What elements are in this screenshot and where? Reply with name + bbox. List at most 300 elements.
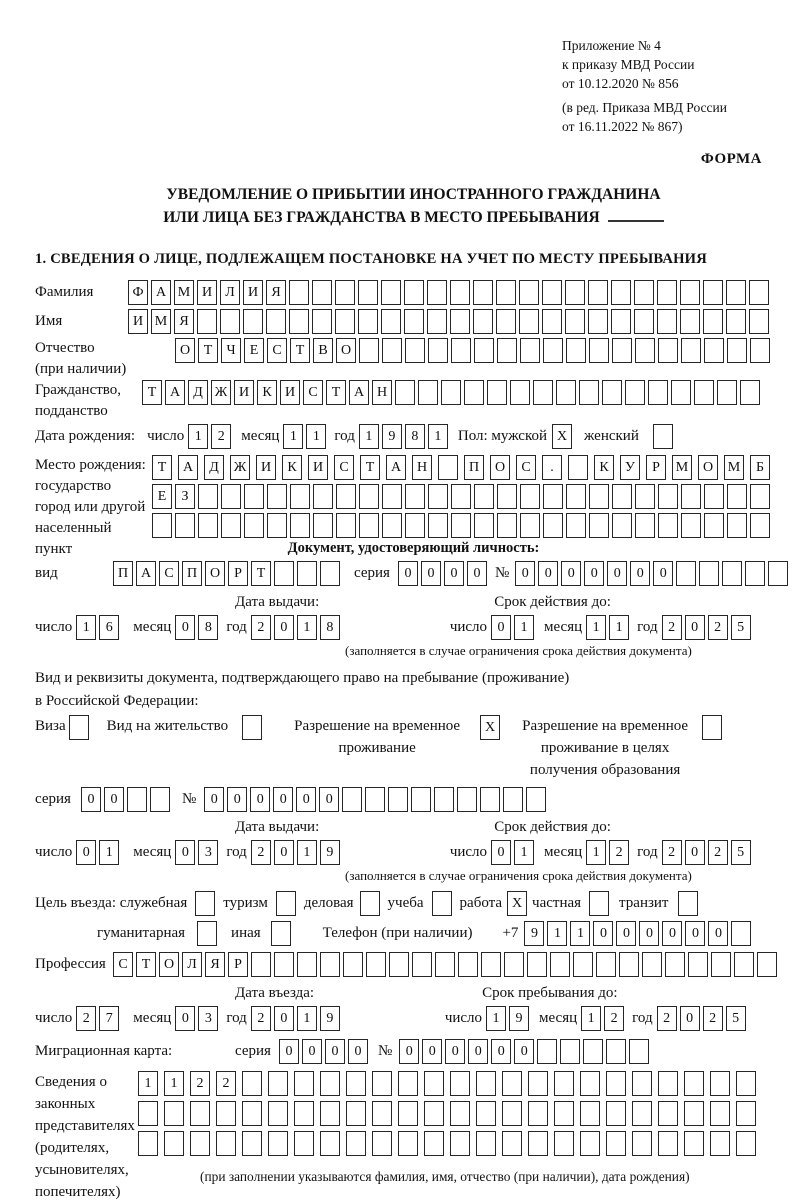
mk-number-box[interactable] [606,1039,626,1064]
birthplace-char-box[interactable]: Т [152,455,172,480]
name-char-box[interactable] [565,309,585,334]
right-number-box[interactable]: 0 [227,787,247,812]
legal-char-box[interactable] [684,1101,704,1126]
birthplace-char-box[interactable]: П [464,455,484,480]
name-char-box[interactable] [680,309,700,334]
birthplace-char-box[interactable] [382,513,402,538]
temp-residence-edu-checkbox[interactable] [702,715,722,740]
citizenship-char-box[interactable]: А [165,380,185,405]
birthplace-char-box[interactable] [566,484,586,509]
profession-char-box[interactable] [412,952,432,977]
birthplace-char-box[interactable] [359,484,379,509]
patronymic-char-box[interactable] [428,338,448,363]
right-valid-day-box[interactable]: 0 [491,840,511,865]
birthplace-char-box[interactable]: А [178,455,198,480]
stay-year-input[interactable] [657,1006,746,1031]
citizenship-char-box[interactable]: Т [142,380,162,405]
doc-number-box[interactable]: 0 [607,561,627,586]
legal-char-box[interactable] [528,1101,548,1126]
legal-char-box[interactable] [320,1071,340,1096]
legal-char-box[interactable] [710,1101,730,1126]
purpose-private-box[interactable] [589,891,609,916]
right-number-box[interactable] [411,787,431,812]
entry-day-input[interactable] [76,1006,119,1031]
patronymic-char-box[interactable] [543,338,563,363]
stay-day-box[interactable]: 1 [486,1006,506,1031]
birth-year-input[interactable] [359,424,448,449]
right-series-box[interactable]: 0 [104,787,124,812]
legal-char-box[interactable] [476,1071,496,1096]
birthplace-char-box[interactable]: Д [204,455,224,480]
patronymic-char-box[interactable]: Т [290,338,310,363]
visa-checkbox[interactable] [69,715,89,740]
purpose-humanitarian-box[interactable] [197,921,217,946]
doc-series-input[interactable] [398,561,487,586]
birthplace-char-box[interactable]: М [724,455,744,480]
doc-issue-month-box[interactable]: 0 [175,615,195,640]
legal-char-box[interactable] [398,1131,418,1156]
profession-input[interactable] [113,952,777,977]
entry-year-box[interactable]: 1 [297,1006,317,1031]
mk-number-box[interactable]: 0 [491,1039,511,1064]
legal-char-box[interactable] [242,1071,262,1096]
birthplace-char-box[interactable]: У [620,455,640,480]
phone-digit-box[interactable]: 1 [547,921,567,946]
surname-char-box[interactable]: А [151,280,171,305]
name-char-box[interactable] [312,309,332,334]
legal-char-box[interactable] [606,1131,626,1156]
legal-row2-input[interactable] [138,1101,756,1126]
legal-char-box[interactable] [606,1101,626,1126]
doc-issue-year-box[interactable]: 1 [297,615,317,640]
birthplace-char-box[interactable] [198,513,218,538]
doc-number-box[interactable]: 0 [584,561,604,586]
legal-char-box[interactable] [736,1101,756,1126]
doc-kind-char-box[interactable]: О [205,561,225,586]
purpose-tourism-box[interactable] [276,891,296,916]
entry-month-box[interactable]: 3 [198,1006,218,1031]
doc-kind-char-box[interactable]: А [136,561,156,586]
doc-kind-char-box[interactable]: С [159,561,179,586]
profession-char-box[interactable]: Т [136,952,156,977]
purpose-work-checkbox[interactable] [507,891,527,916]
citizenship-char-box[interactable] [464,380,484,405]
birthplace-char-box[interactable] [750,513,770,538]
birthplace-char-box[interactable] [313,484,333,509]
legal-char-box[interactable] [528,1071,548,1096]
name-char-box[interactable] [519,309,539,334]
doc-series-box[interactable]: 0 [467,561,487,586]
surname-char-box[interactable]: Ф [128,280,148,305]
phone-digit-box[interactable]: 0 [685,921,705,946]
patronymic-char-box[interactable] [750,338,770,363]
surname-char-box[interactable] [427,280,447,305]
surname-input[interactable] [128,280,769,305]
profession-char-box[interactable] [619,952,639,977]
legal-char-box[interactable] [268,1131,288,1156]
legal-char-box[interactable] [424,1131,444,1156]
right-valid-year-box[interactable]: 2 [662,840,682,865]
legal-char-box[interactable] [606,1071,626,1096]
legal-char-box[interactable] [164,1101,184,1126]
name-char-box[interactable] [588,309,608,334]
birthplace-char-box[interactable]: Е [152,484,172,509]
name-char-box[interactable] [726,309,746,334]
patronymic-char-box[interactable] [359,338,379,363]
patronymic-char-box[interactable] [474,338,494,363]
patronymic-char-box[interactable] [382,338,402,363]
legal-char-box[interactable] [502,1071,522,1096]
citizenship-char-box[interactable]: И [280,380,300,405]
mk-series-input[interactable] [279,1039,368,1064]
patronymic-char-box[interactable] [727,338,747,363]
surname-char-box[interactable] [703,280,723,305]
birthplace-char-box[interactable]: И [256,455,276,480]
right-issue-month-input[interactable] [175,840,218,865]
residence-permit-checkbox[interactable] [242,715,262,740]
surname-char-box[interactable]: И [197,280,217,305]
name-char-box[interactable] [657,309,677,334]
purpose-transit-box[interactable] [678,891,698,916]
mk-series-box[interactable]: 0 [325,1039,345,1064]
birthplace-char-box[interactable] [681,484,701,509]
doc-kind-char-box[interactable] [320,561,340,586]
phone-input[interactable] [524,921,751,946]
birthplace-char-box[interactable] [704,513,724,538]
legal-char-box[interactable] [632,1071,652,1096]
legal-char-box[interactable] [710,1071,730,1096]
name-char-box[interactable] [749,309,769,334]
profession-char-box[interactable] [596,952,616,977]
birthplace-char-box[interactable]: К [282,455,302,480]
surname-char-box[interactable] [519,280,539,305]
patronymic-char-box[interactable] [497,338,517,363]
birthplace-char-box[interactable] [336,513,356,538]
surname-char-box[interactable] [542,280,562,305]
entry-day-box[interactable]: 7 [99,1006,119,1031]
profession-char-box[interactable] [573,952,593,977]
birthplace-char-box[interactable] [589,484,609,509]
profession-char-box[interactable] [274,952,294,977]
birthplace-char-box[interactable]: М [672,455,692,480]
profession-char-box[interactable] [251,952,271,977]
birthplace-char-box[interactable] [635,484,655,509]
birthplace-char-box[interactable]: Ж [230,455,250,480]
birthplace-char-box[interactable] [382,484,402,509]
citizenship-char-box[interactable] [671,380,691,405]
citizenship-char-box[interactable] [441,380,461,405]
surname-char-box[interactable]: М [174,280,194,305]
citizenship-char-box[interactable] [533,380,553,405]
purpose-other-checkbox[interactable] [271,921,291,946]
citizenship-char-box[interactable]: А [349,380,369,405]
stay-day-input[interactable] [486,1006,529,1031]
doc-number-input[interactable] [515,561,788,586]
right-valid-month-box[interactable]: 1 [586,840,606,865]
mk-series-box[interactable]: 0 [348,1039,368,1064]
legal-char-box[interactable] [658,1101,678,1126]
profession-char-box[interactable] [642,952,662,977]
citizenship-char-box[interactable]: И [234,380,254,405]
doc-valid-day-box[interactable]: 0 [491,615,511,640]
legal-char-box[interactable] [372,1131,392,1156]
sex-male-checkbox[interactable] [552,424,572,449]
citizenship-char-box[interactable] [395,380,415,405]
birthplace-char-box[interactable]: Б [750,455,770,480]
birthplace-char-box[interactable] [750,484,770,509]
legal-char-box[interactable] [580,1131,600,1156]
legal-char-box[interactable] [372,1071,392,1096]
doc-number-box[interactable]: 0 [538,561,558,586]
profession-char-box[interactable] [734,952,754,977]
birthplace-char-box[interactable] [520,513,540,538]
legal-char-box[interactable] [450,1101,470,1126]
right-series-box[interactable] [127,787,147,812]
citizenship-char-box[interactable] [510,380,530,405]
birthplace-char-box[interactable]: С [516,455,536,480]
sex-female-checkbox[interactable] [653,424,673,449]
birthplace-char-box[interactable] [152,513,172,538]
purpose-tourism-checkbox[interactable] [276,891,296,916]
name-char-box[interactable] [496,309,516,334]
birthplace-char-box[interactable] [221,513,241,538]
right-number-box[interactable] [457,787,477,812]
surname-char-box[interactable] [358,280,378,305]
stay-month-box[interactable]: 1 [581,1006,601,1031]
birthplace-char-box[interactable] [568,455,588,480]
birthplace-char-box[interactable] [566,513,586,538]
right-valid-year-input[interactable] [662,840,751,865]
birth-day-input[interactable] [188,424,231,449]
profession-char-box[interactable]: Л [182,952,202,977]
name-char-box[interactable] [289,309,309,334]
mk-number-box[interactable] [560,1039,580,1064]
legal-char-box[interactable] [580,1101,600,1126]
birthplace-char-box[interactable]: И [308,455,328,480]
mk-number-box[interactable]: 0 [445,1039,465,1064]
birthplace-row2-input[interactable] [152,484,770,509]
citizenship-char-box[interactable] [487,380,507,405]
profession-char-box[interactable] [665,952,685,977]
surname-char-box[interactable]: Л [220,280,240,305]
mk-number-box[interactable] [629,1039,649,1064]
stay-year-box[interactable]: 0 [680,1006,700,1031]
name-char-box[interactable]: И [128,309,148,334]
birthplace-char-box[interactable] [438,455,458,480]
citizenship-char-box[interactable] [625,380,645,405]
name-char-box[interactable] [335,309,355,334]
entry-year-box[interactable]: 9 [320,1006,340,1031]
mk-series-box[interactable]: 0 [302,1039,322,1064]
doc-kind-char-box[interactable] [274,561,294,586]
doc-issue-year-input[interactable] [251,615,340,640]
doc-number-box[interactable]: 0 [515,561,535,586]
birthplace-char-box[interactable] [405,513,425,538]
doc-series-box[interactable]: 0 [444,561,464,586]
right-issue-day-box[interactable]: 0 [76,840,96,865]
legal-char-box[interactable] [190,1101,210,1126]
stay-year-box[interactable]: 2 [703,1006,723,1031]
birthplace-char-box[interactable] [543,513,563,538]
birthplace-char-box[interactable]: . [542,455,562,480]
legal-char-box[interactable] [424,1071,444,1096]
profession-char-box[interactable] [504,952,524,977]
citizenship-char-box[interactable]: Т [326,380,346,405]
mk-number-box[interactable]: 0 [422,1039,442,1064]
purpose-business-checkbox[interactable] [360,891,380,916]
doc-issue-day-box[interactable]: 6 [99,615,119,640]
legal-row3-input[interactable] [138,1131,756,1156]
mk-number-box[interactable]: 0 [514,1039,534,1064]
legal-char-box[interactable] [554,1101,574,1126]
legal-char-box[interactable] [632,1131,652,1156]
mk-series-box[interactable]: 0 [279,1039,299,1064]
right-number-box[interactable] [342,787,362,812]
birthplace-char-box[interactable] [451,513,471,538]
surname-char-box[interactable] [565,280,585,305]
purpose-private-checkbox[interactable] [589,891,609,916]
profession-char-box[interactable] [757,952,777,977]
doc-number-box[interactable] [722,561,742,586]
name-char-box[interactable]: М [151,309,171,334]
birthplace-char-box[interactable] [497,484,517,509]
citizenship-char-box[interactable] [579,380,599,405]
legal-char-box[interactable] [710,1131,730,1156]
patronymic-char-box[interactable] [635,338,655,363]
stay-year-box[interactable]: 5 [726,1006,746,1031]
doc-number-box[interactable] [699,561,719,586]
right-valid-day-input[interactable] [491,840,534,865]
legal-char-box[interactable] [346,1101,366,1126]
surname-char-box[interactable] [611,280,631,305]
name-char-box[interactable] [220,309,240,334]
doc-kind-char-box[interactable] [297,561,317,586]
birthplace-char-box[interactable]: Т [360,455,380,480]
purpose-study-box[interactable] [432,891,452,916]
legal-char-box[interactable] [450,1131,470,1156]
birthplace-char-box[interactable] [244,513,264,538]
legal-char-box[interactable] [216,1131,236,1156]
legal-char-box[interactable] [736,1071,756,1096]
legal-char-box[interactable]: 1 [164,1071,184,1096]
right-number-box[interactable] [480,787,500,812]
legal-char-box[interactable] [294,1131,314,1156]
doc-number-box[interactable]: 0 [561,561,581,586]
birthplace-char-box[interactable] [221,484,241,509]
surname-char-box[interactable] [680,280,700,305]
birth-year-box[interactable]: 9 [382,424,402,449]
profession-char-box[interactable] [366,952,386,977]
right-issue-year-box[interactable]: 9 [320,840,340,865]
doc-valid-year-box[interactable]: 2 [708,615,728,640]
mk-number-box[interactable]: 0 [399,1039,419,1064]
name-char-box[interactable] [427,309,447,334]
name-char-box[interactable] [404,309,424,334]
birth-month-box[interactable]: 1 [306,424,326,449]
birthplace-char-box[interactable]: Н [412,455,432,480]
doc-valid-year-input[interactable] [662,615,751,640]
right-valid-year-box[interactable]: 2 [708,840,728,865]
right-series-box[interactable] [150,787,170,812]
profession-char-box[interactable]: Я [205,952,225,977]
legal-char-box[interactable] [268,1101,288,1126]
birthplace-char-box[interactable] [451,484,471,509]
visa-box[interactable] [69,715,89,740]
doc-valid-year-box[interactable]: 0 [685,615,705,640]
birthplace-char-box[interactable]: С [334,455,354,480]
phone-digit-box[interactable]: 0 [708,921,728,946]
legal-char-box[interactable]: 2 [216,1071,236,1096]
name-char-box[interactable] [703,309,723,334]
mk-number-box[interactable]: 0 [468,1039,488,1064]
doc-valid-month-box[interactable]: 1 [609,615,629,640]
profession-char-box[interactable] [297,952,317,977]
profession-char-box[interactable]: С [113,952,133,977]
legal-char-box[interactable] [502,1131,522,1156]
doc-issue-year-box[interactable]: 8 [320,615,340,640]
name-char-box[interactable] [611,309,631,334]
birth-year-box[interactable]: 1 [359,424,379,449]
patronymic-char-box[interactable] [520,338,540,363]
entry-year-box[interactable]: 0 [274,1006,294,1031]
purpose-business-box[interactable] [360,891,380,916]
birthplace-char-box[interactable] [474,513,494,538]
legal-char-box[interactable] [554,1131,574,1156]
doc-kind-char-box[interactable]: П [113,561,133,586]
birthplace-char-box[interactable] [290,513,310,538]
legal-char-box[interactable] [346,1071,366,1096]
patronymic-char-box[interactable]: Е [244,338,264,363]
right-valid-year-box[interactable]: 5 [731,840,751,865]
right-number-box[interactable]: 0 [204,787,224,812]
right-issue-day-box[interactable]: 1 [99,840,119,865]
entry-year-input[interactable] [251,1006,340,1031]
surname-char-box[interactable] [312,280,332,305]
legal-char-box[interactable] [736,1131,756,1156]
legal-char-box[interactable] [138,1101,158,1126]
profession-char-box[interactable] [550,952,570,977]
patronymic-input[interactable] [175,338,770,363]
legal-char-box[interactable] [554,1071,574,1096]
mk-number-input[interactable] [399,1039,649,1064]
name-char-box[interactable] [542,309,562,334]
name-char-box[interactable] [473,309,493,334]
patronymic-char-box[interactable]: Т [198,338,218,363]
profession-char-box[interactable] [343,952,363,977]
birthplace-char-box[interactable]: З [175,484,195,509]
phone-digit-box[interactable]: 0 [593,921,613,946]
legal-char-box[interactable] [320,1101,340,1126]
birth-year-box[interactable]: 1 [428,424,448,449]
citizenship-char-box[interactable]: К [257,380,277,405]
purpose-official-box[interactable] [195,891,215,916]
stay-day-box[interactable]: 9 [509,1006,529,1031]
right-number-input[interactable] [204,787,546,812]
legal-char-box[interactable] [658,1131,678,1156]
purpose-official-checkbox[interactable] [195,891,215,916]
entry-year-box[interactable]: 2 [251,1006,271,1031]
right-valid-year-box[interactable]: 0 [685,840,705,865]
birthplace-char-box[interactable]: К [594,455,614,480]
temp-residence-box[interactable]: X [480,715,500,740]
doc-series-box[interactable]: 0 [398,561,418,586]
birthplace-char-box[interactable] [635,513,655,538]
surname-char-box[interactable] [381,280,401,305]
legal-char-box[interactable] [528,1131,548,1156]
right-number-box[interactable] [503,787,523,812]
patronymic-char-box[interactable]: С [267,338,287,363]
birthplace-char-box[interactable] [313,513,333,538]
